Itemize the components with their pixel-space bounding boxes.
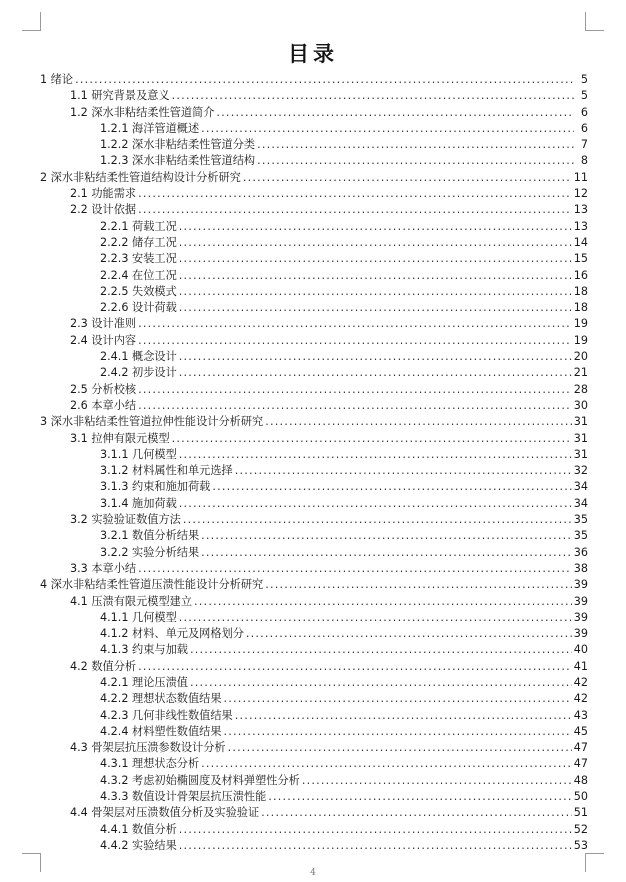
toc-entry[interactable] — [40, 398, 588, 414]
toc-entry-title: 3.1 拉伸有限元模型 — [70, 431, 170, 445]
toc-entry-title: 2.4.1 概念设计 — [100, 350, 177, 364]
toc-entry-title: 2.2.3 安装工况 — [100, 252, 177, 266]
dot-leader — [138, 202, 572, 218]
toc-entry-page: 40 — [573, 643, 588, 657]
toc-entry[interactable] — [40, 594, 588, 610]
toc-entry-title: 2.2.5 失效模式 — [100, 284, 177, 298]
toc-entry-page: 39 — [573, 627, 588, 641]
toc-entry[interactable] — [40, 251, 588, 267]
toc-entry-page: 7 — [580, 138, 588, 152]
dot-leader — [75, 72, 574, 88]
toc-entry[interactable] — [40, 561, 588, 577]
toc-entry-title: 4.3.3 数值设计骨架层抗压溃性能 — [100, 790, 267, 804]
toc-entry[interactable] — [40, 724, 588, 740]
dot-leader — [246, 626, 572, 642]
toc-entry[interactable] — [40, 789, 588, 805]
toc-entry-title: 1.2 深水非粘结柔性管道简介 — [70, 105, 215, 119]
dot-leader — [138, 316, 572, 332]
toc-entry-title: 1.2.2 深水非粘结柔性管道分类 — [100, 138, 256, 152]
dot-leader — [201, 528, 572, 544]
toc-entry-title: 3.2.2 实验分析结果 — [100, 545, 200, 559]
dot-leader — [265, 577, 572, 593]
toc-entry[interactable] — [40, 708, 588, 724]
toc-entry[interactable] — [40, 431, 588, 447]
toc-entry-page: 43 — [573, 708, 588, 722]
toc-entry-title: 2.3 设计准则 — [70, 317, 137, 331]
dot-leader — [228, 740, 572, 756]
dot-leader — [179, 610, 572, 626]
toc-entry-page: 50 — [573, 790, 588, 804]
toc-entry[interactable] — [40, 675, 588, 691]
toc-entry-title: 2.4 设计内容 — [70, 333, 137, 347]
toc-entry-page: 19 — [573, 317, 588, 331]
dot-leader — [243, 170, 572, 186]
toc-entry[interactable] — [40, 153, 588, 169]
dot-leader — [265, 414, 572, 430]
dot-leader — [224, 691, 572, 707]
toc-entry-page: 11 — [573, 170, 588, 184]
toc-entry[interactable] — [40, 610, 588, 626]
toc-entry-title: 3.1.2 材料属性和单元选择 — [100, 464, 233, 478]
dot-leader — [179, 284, 572, 300]
toc-entry[interactable] — [40, 773, 588, 789]
crop-mark-top-right — [585, 12, 604, 31]
toc-entry-page: 53 — [573, 838, 588, 852]
toc-entry[interactable] — [40, 626, 588, 642]
dot-leader — [138, 659, 572, 675]
toc-entry-page: 48 — [573, 773, 588, 787]
toc-entry[interactable] — [40, 805, 588, 821]
toc-entry-title: 3.2 实验验证数值方法 — [70, 513, 181, 527]
toc-entry-page: 19 — [573, 333, 588, 347]
toc-entry-title: 2 深水非粘结柔性管道结构设计分析研究 — [40, 170, 241, 184]
toc-entry[interactable] — [40, 447, 588, 463]
dot-leader — [179, 268, 572, 284]
toc-entry-title: 4.2.4 材料塑性数值结果 — [100, 724, 222, 738]
dot-leader — [179, 447, 572, 463]
toc-entry-title: 2.6 本章小结 — [70, 398, 137, 412]
toc-entry-title: 4.3.1 理想状态分析 — [100, 757, 200, 771]
dot-leader — [194, 594, 572, 610]
toc-entry-title: 2.2.4 在位工况 — [100, 268, 177, 282]
dot-leader — [190, 675, 572, 691]
toc-entry-title: 4.1.3 约束与加载 — [100, 643, 188, 657]
toc-entry-title: 4.2 数值分析 — [70, 659, 137, 673]
dot-leader — [261, 805, 572, 821]
dot-leader — [179, 251, 572, 267]
toc-entry-page: 39 — [573, 594, 588, 608]
toc-entry-page: 5 — [580, 73, 588, 86]
dot-leader — [179, 349, 572, 365]
toc-entry-title: 4.1 压溃有限元模型建立 — [70, 594, 193, 608]
toc-entry-page: 20 — [573, 350, 588, 364]
toc-entry-page: 21 — [573, 366, 588, 380]
toc-entry-page: 15 — [573, 252, 588, 266]
dot-leader — [138, 382, 572, 398]
toc-entry-page: 13 — [573, 219, 588, 233]
toc-entry[interactable] — [40, 121, 588, 137]
toc-entry-title: 4.4.2 实验结果 — [100, 838, 177, 852]
toc-entry-page: 35 — [573, 513, 588, 527]
toc-entry-page: 13 — [573, 203, 588, 217]
toc-entry-page: 30 — [573, 398, 588, 412]
dot-leader — [138, 398, 572, 414]
toc-entry[interactable] — [40, 756, 588, 772]
toc-entry[interactable] — [40, 349, 588, 365]
dot-leader — [179, 300, 572, 316]
dot-leader — [138, 186, 572, 202]
dot-leader — [179, 838, 572, 854]
toc-entry-title: 1.2.3 深水非粘结柔性管道结构 — [100, 154, 256, 168]
toc-entry-page: 41 — [573, 659, 588, 673]
dot-leader — [138, 333, 572, 349]
toc-entry-page: 18 — [573, 284, 588, 298]
crop-mark-top-left — [22, 12, 41, 31]
toc-entry-title: 2.2.1 荷载工况 — [100, 219, 177, 233]
toc-entry-title: 1.2.1 海洋管道概述 — [100, 121, 200, 135]
toc-entry-title: 2.2.2 储存工况 — [100, 235, 177, 249]
toc-entry-title: 3.3 本章小结 — [70, 561, 137, 575]
dot-leader — [179, 219, 572, 235]
toc-entry-page: 31 — [573, 431, 588, 445]
toc-entry[interactable] — [40, 577, 588, 593]
toc-entry-title: 4.4 骨架层对压溃数值分析及实验验证 — [70, 806, 260, 820]
toc-entry-title: 2.5 分析校核 — [70, 382, 137, 396]
toc-entry[interactable] — [40, 463, 588, 479]
toc-entry[interactable] — [40, 105, 588, 121]
toc-entry[interactable] — [40, 170, 588, 186]
page-number: 4 — [310, 868, 316, 878]
toc-entry-title: 4.2.3 几何非线性数值结果 — [100, 708, 233, 722]
toc-entry-page: 39 — [573, 610, 588, 624]
toc-entry[interactable] — [40, 72, 588, 88]
toc-entry[interactable] — [40, 496, 588, 512]
dot-leader — [268, 789, 571, 805]
toc-entry-page: 42 — [573, 692, 588, 706]
toc-entry-page: 35 — [573, 529, 588, 543]
toc-entry-title: 2.2.6 设计荷载 — [100, 301, 177, 315]
toc-entry[interactable] — [40, 479, 588, 495]
toc-entry-title: 2.1 功能需求 — [70, 187, 137, 201]
dot-leader — [224, 724, 572, 740]
toc-entry-page: 47 — [573, 757, 588, 771]
toc-entry-title: 1.1 研究背景及意义 — [70, 89, 170, 103]
toc-entry-page: 36 — [573, 545, 588, 559]
toc-entry[interactable] — [40, 365, 588, 381]
toc-entry-title: 2.4.2 初步设计 — [100, 366, 177, 380]
toc-entry[interactable] — [40, 642, 588, 658]
toc-entry-page: 39 — [573, 578, 588, 592]
dot-leader — [138, 561, 572, 577]
toc-entry[interactable] — [40, 740, 588, 756]
toc-entry-title: 3.1.4 施加荷载 — [100, 496, 177, 510]
toc-entry-page: 52 — [573, 822, 588, 836]
toc-entry-page: 18 — [573, 301, 588, 315]
toc-entry-title: 3.1.1 几何模型 — [100, 447, 177, 461]
toc-entry[interactable] — [40, 528, 588, 544]
toc-entry[interactable] — [40, 202, 588, 218]
toc-entry-title: 4 深水非粘结柔性管道压溃性能设计分析研究 — [40, 578, 264, 592]
toc-entry-page: 5 — [580, 89, 588, 103]
toc-entry-title: 4.1.1 几何模型 — [100, 610, 177, 624]
toc-entry-page: 12 — [573, 187, 588, 201]
toc-entry-page: 32 — [573, 464, 588, 478]
toc-entry-page: 16 — [573, 268, 588, 282]
dot-leader — [183, 512, 572, 528]
toc-entry[interactable] — [40, 545, 588, 561]
toc-entry-title: 4.3 骨架层抗压溃参数设计分析 — [70, 741, 226, 755]
toc-entry[interactable] — [40, 382, 588, 398]
dot-leader — [179, 365, 572, 381]
toc-entry-page: 31 — [573, 415, 588, 429]
toc-entry-title: 3.2.1 数值分析结果 — [100, 529, 200, 543]
toc-entry-page: 38 — [573, 561, 588, 575]
toc-entry-page: 51 — [573, 806, 588, 820]
toc-entry-title: 4.2.2 理想状态数值结果 — [100, 692, 222, 706]
toc-entry-page: 45 — [573, 724, 588, 738]
dot-leader — [179, 496, 572, 512]
dot-leader — [235, 463, 572, 479]
toc-entry-title: 1 绪论 — [40, 73, 74, 86]
page-title: 目录 — [288, 41, 338, 66]
toc-entry[interactable] — [40, 659, 588, 675]
toc-entry-page: 28 — [573, 382, 588, 396]
dot-leader — [201, 545, 572, 561]
toc-entry[interactable] — [40, 822, 588, 838]
dot-leader — [201, 121, 574, 137]
dot-leader — [302, 773, 572, 789]
toc-entry-page: 31 — [573, 447, 588, 461]
dot-leader — [172, 431, 572, 447]
toc-entry-title: 4.2.1 理论压溃值 — [100, 675, 188, 689]
toc-entry-page: 6 — [580, 121, 588, 135]
dot-leader — [201, 756, 572, 772]
toc-entry[interactable] — [40, 300, 588, 316]
toc-entry[interactable] — [40, 284, 588, 300]
toc-entry[interactable] — [40, 235, 588, 251]
dot-leader — [235, 708, 572, 724]
toc-entry-page: 34 — [573, 496, 588, 510]
toc-entry-title: 4.1.2 材料、单元及网格划分 — [100, 627, 244, 641]
toc-entry[interactable] — [40, 268, 588, 284]
toc-entry[interactable] — [40, 512, 588, 528]
toc-entry-page: 42 — [573, 675, 588, 689]
table-of-contents — [40, 72, 588, 854]
dot-leader — [257, 153, 574, 169]
dot-leader — [257, 137, 574, 153]
toc-entry[interactable] — [40, 414, 588, 430]
toc-entry-title: 3.1.3 约束和施加荷载 — [100, 480, 211, 494]
toc-entry[interactable] — [40, 186, 588, 202]
dot-leader — [190, 642, 572, 658]
dot-leader — [172, 88, 574, 104]
dot-leader — [212, 479, 571, 495]
dot-leader — [216, 105, 574, 121]
toc-entry-title: 4.3.2 考虑初始椭圆度及材料弹塑性分析 — [100, 773, 300, 787]
toc-entry-page: 47 — [573, 741, 588, 755]
toc-entry-page: 8 — [580, 154, 588, 168]
toc-entry-title: 4.4.1 数值分析 — [100, 822, 177, 836]
toc-entry-page: 34 — [573, 480, 588, 494]
toc-entry[interactable] — [40, 219, 588, 235]
toc-entry[interactable] — [40, 137, 588, 153]
toc-entry-page: 14 — [573, 235, 588, 249]
toc-entry-title: 3 深水非粘结柔性管道拉伸性能设计分析研究 — [40, 415, 264, 429]
toc-entry[interactable] — [40, 333, 588, 349]
toc-entry-title: 2.2 设计依据 — [70, 203, 137, 217]
toc-entry[interactable] — [40, 838, 588, 854]
toc-entry[interactable] — [40, 316, 588, 332]
dot-leader — [179, 822, 572, 838]
toc-entry[interactable] — [40, 691, 588, 707]
toc-entry-page: 6 — [580, 105, 588, 119]
dot-leader — [179, 235, 572, 251]
toc-entry[interactable] — [40, 88, 588, 104]
